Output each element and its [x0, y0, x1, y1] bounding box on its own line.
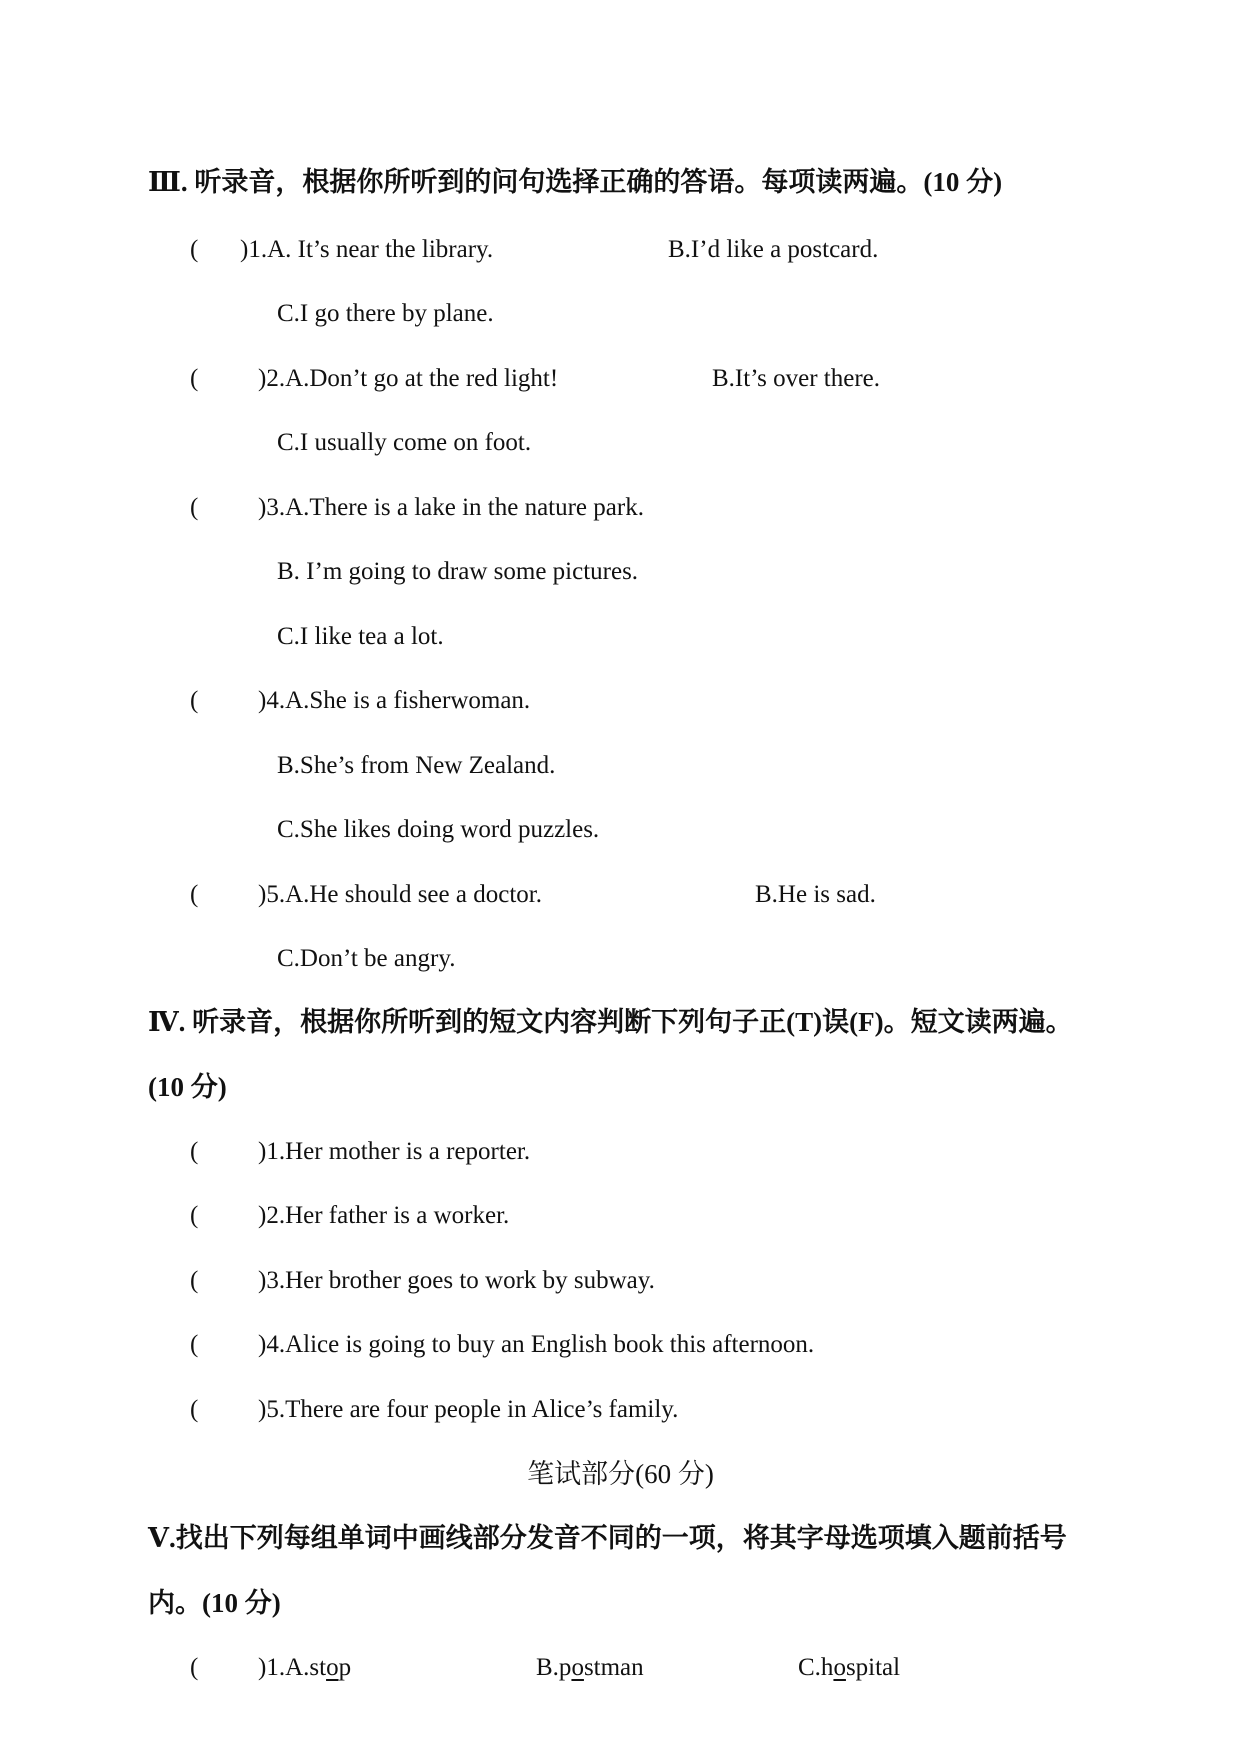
q3-3-option-c: C.I like tea a lot.: [277, 623, 444, 650]
q3-3-option-a: )3.A.There is a lake in the nature park.: [258, 494, 644, 521]
q3-3-option-b: B. I’m going to draw some pictures.: [277, 558, 639, 585]
answer-paren[interactable]: (: [190, 881, 199, 908]
q4-2-text: )2.Her father is a worker.: [258, 1202, 510, 1229]
written-part-title: 笔试部分(60 分): [527, 1459, 714, 1489]
q4-3-text: )3.Her brother goes to work by subway.: [258, 1267, 655, 1294]
q3-5-option-c: C.Don’t be angry.: [277, 945, 456, 972]
q3-1-option-a: )1.A. It’s near the library.: [240, 236, 494, 263]
q3-2-option-c: C.I usually come on foot.: [277, 429, 532, 456]
q3-2-option-b: B.It’s over there.: [712, 365, 881, 392]
section-4-heading-score: (10 分): [148, 1072, 227, 1102]
q3-5-option-a: )5.A.He should see a doctor.: [258, 881, 542, 908]
answer-paren[interactable]: (: [190, 687, 199, 714]
q3-4-option-c: C.She likes doing word puzzles.: [277, 816, 600, 843]
section-5-heading: Ⅴ.找出下列每组单词中画线部分发音不同的一项，将其字母选项填入题前括号: [148, 1523, 1067, 1553]
answer-paren[interactable]: (: [190, 1654, 199, 1681]
section-4-heading: Ⅳ. 听录音，根据你所听到的短文内容判断下列句子正(T)误(F)。短文读两遍。: [148, 1007, 1073, 1037]
q3-4-option-a: )4.A.She is a fisherwoman.: [258, 687, 531, 714]
answer-paren[interactable]: (: [190, 365, 199, 392]
q4-5-text: )5.There are four people in Alice’s family.: [258, 1396, 679, 1423]
q3-1-option-b: B.I’d like a postcard.: [668, 236, 879, 263]
underlined-letter: o: [833, 1654, 846, 1681]
underlined-letter: o: [571, 1654, 584, 1681]
q5-1-option-a: )1.A.stop: [258, 1654, 352, 1681]
q4-1-text: )1.Her mother is a reporter.: [258, 1138, 531, 1165]
q3-5-option-b: B.He is sad.: [755, 881, 876, 908]
answer-paren[interactable]: (: [190, 1396, 199, 1423]
answer-paren[interactable]: (: [190, 236, 199, 263]
section-3-heading: Ⅲ. 听录音，根据你所听到的问句选择正确的答语。每项读两遍。(10 分): [148, 167, 1003, 197]
q3-4-option-b: B.She’s from New Zealand.: [277, 752, 556, 779]
q5-1-option-b: B.postman: [536, 1654, 644, 1681]
answer-paren[interactable]: (: [190, 1331, 199, 1358]
answer-paren[interactable]: (: [190, 1138, 199, 1165]
answer-paren[interactable]: (: [190, 1202, 199, 1229]
answer-paren[interactable]: (: [190, 494, 199, 521]
section-5-heading-score: 内。(10 分): [148, 1588, 281, 1618]
q3-1-option-c: C.I go there by plane.: [277, 300, 494, 327]
q5-1-option-c: C.hospital: [798, 1654, 901, 1681]
q4-4-text: )4.Alice is going to buy an English book this afternoon.: [258, 1331, 815, 1358]
answer-paren[interactable]: (: [190, 1267, 199, 1294]
underlined-letter: o: [326, 1654, 339, 1681]
q3-2-option-a: )2.A.Don’t go at the red light!: [258, 365, 559, 392]
